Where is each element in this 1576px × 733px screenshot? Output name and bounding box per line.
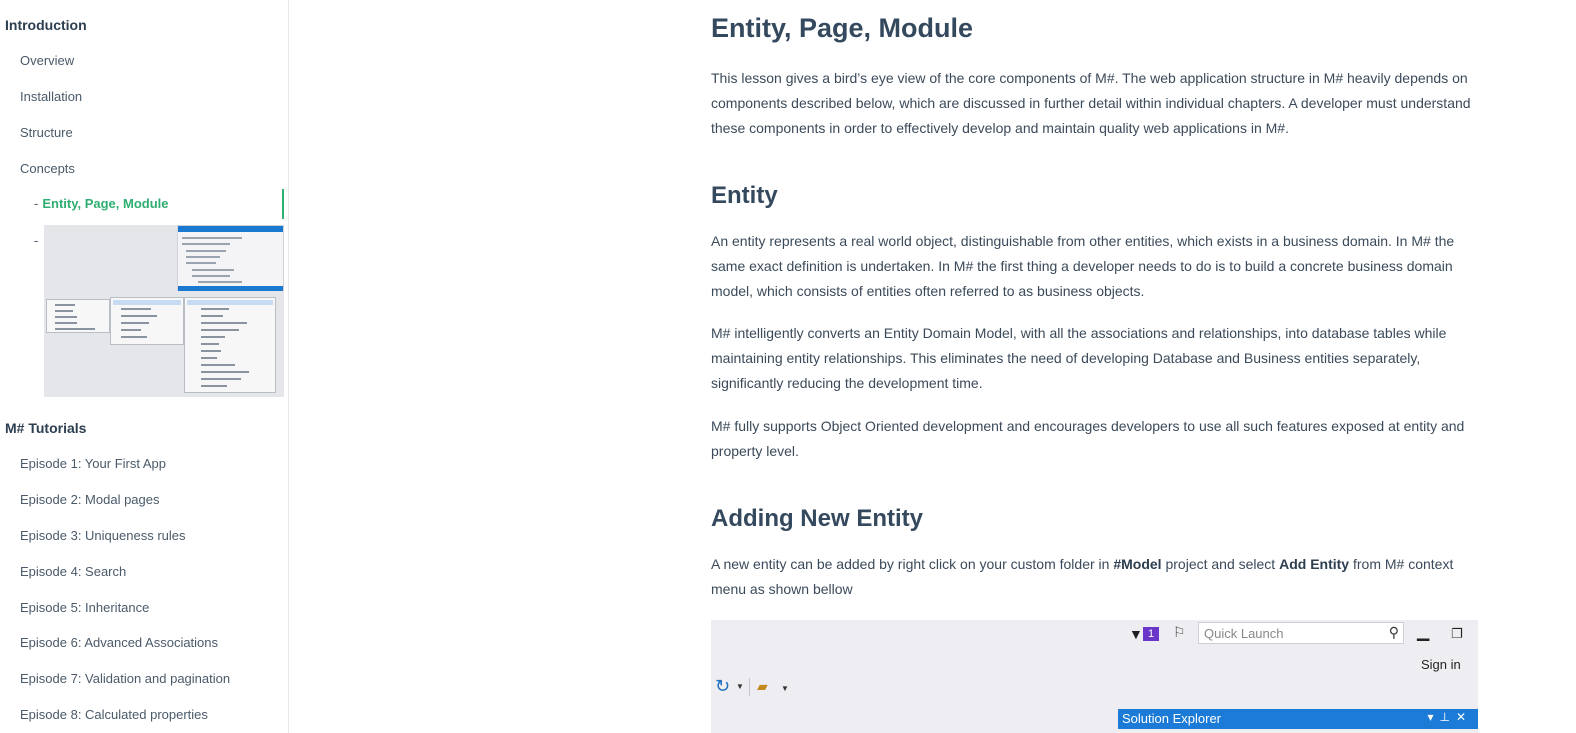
pin-icon: ⊥ (1439, 710, 1456, 724)
sidebar-item-dash: - (34, 196, 39, 211)
chevron-down-icon: ▼ (781, 684, 789, 693)
sidebar-item-episode-1[interactable]: Episode 1: Your First App (20, 456, 166, 471)
thumbnail-solution-explorer (177, 225, 284, 291)
feedback-icon: ⚐ (1173, 624, 1186, 640)
thumbnail-submenu (110, 297, 184, 345)
sidebar-item-episode-4[interactable]: Episode 4: Search (20, 564, 127, 579)
filter-icon: ▼ (1129, 626, 1143, 642)
toolbar-separator (749, 678, 750, 696)
thumbnail-context-menu (184, 297, 276, 393)
quick-launch-input (1198, 622, 1404, 644)
adding-text-3: from M# context menu as shown bellow (711, 556, 1454, 597)
sidebar-sub-dash: - (34, 233, 39, 248)
notification-badge: 1 (1143, 627, 1159, 641)
sidebar-item-episode-7[interactable]: Episode 7: Validation and pagination (20, 671, 231, 686)
sidebar-item-active-label: Entity, Page, Module (42, 196, 169, 211)
sidebar-item-episode-2[interactable]: Episode 2: Modal pages (20, 492, 160, 507)
entity-paragraph-3: M# fully supports Object Oriented development and encourages developers to use all such features exposed at entity and property level. (711, 418, 1465, 459)
chevron-down-icon: ▾ (1427, 710, 1440, 724)
thumbnail-submenu-2 (46, 299, 110, 333)
add-entity-command: Add Entity (1279, 556, 1350, 572)
sidebar-section-introduction[interactable]: Introduction (5, 17, 87, 33)
adding-text-1: A new entity can be added by right click on your custom folder in (711, 556, 1114, 572)
refresh-icon: ↻ (715, 676, 731, 696)
search-icon: ⚲ (1388, 624, 1399, 640)
close-icon: ✕ (1455, 710, 1472, 724)
minimize-icon: ▁ (1417, 624, 1430, 641)
solution-explorer-tools (1427, 710, 1472, 724)
adding-entity-paragraph (711, 552, 1479, 602)
solution-explorer-title: Solution Explorer (1122, 711, 1221, 726)
adding-text-2: project and select (1161, 556, 1280, 572)
folder-icon: ▰ (757, 678, 768, 694)
intro-paragraph: This lesson gives a bird’s eye view of the core components of M#. The web application structure in M# heavily depends on components described below, which are discussed in further detail within individual chapters. A developer must understand these components in order to effectively develop and maintain quality web applications in M#. (711, 70, 1471, 136)
adding-entity-heading: Adding New Entity (711, 505, 923, 532)
quick-launch-placeholder: Quick Launch (1204, 626, 1284, 641)
entity-heading: Entity (711, 182, 778, 209)
page-title: Entity, Page, Module (711, 13, 974, 43)
sidebar-item-episode-6[interactable]: Episode 6: Advanced Associations (20, 635, 219, 650)
sidebar-item-installation[interactable]: Installation (20, 89, 83, 104)
model-project-name: #Model (1113, 556, 1162, 572)
sidebar (0, 0, 289, 733)
sidebar-section-tutorials[interactable]: M# Tutorials (5, 420, 87, 436)
vs-screenshot (711, 620, 1478, 733)
solution-explorer-thumbnail[interactable] (44, 225, 284, 397)
solution-explorer-titlebar (1118, 709, 1478, 729)
sidebar-item-episode-8[interactable]: Episode 8: Calculated properties (20, 707, 208, 722)
restore-icon: ❐ (1451, 626, 1463, 641)
sidebar-item-structure[interactable]: Structure (20, 125, 73, 140)
sidebar-item-overview[interactable]: Overview (20, 53, 75, 68)
sidebar-item-concepts[interactable]: Concepts (20, 161, 75, 176)
sidebar-item-entity-page-module[interactable] (34, 196, 169, 211)
entity-paragraph-2: M# intelligently converts an Entity Domain Model, with all the associations and relationships, into database tables while maintaining entity relationships. This eliminates the need of developing Database and Business entities separately, significantly reducing the development time. (711, 325, 1447, 391)
sidebar-item-episode-5[interactable]: Episode 5: Inheritance (20, 600, 150, 615)
active-indicator (282, 189, 284, 219)
chevron-down-icon: ▼ (736, 682, 744, 691)
entity-paragraph-1: An entity represents a real world object, distinguishable from other entities, which exists in a business domain. In M# the same exact definition is undertaken. In M# the first thing a developer needs to do is to build a concrete business domain model, which consists of entities often referred to as business objects. (711, 233, 1455, 299)
sidebar-item-episode-3[interactable]: Episode 3: Uniqueness rules (20, 528, 186, 543)
sign-in-link: Sign in (1421, 657, 1461, 672)
